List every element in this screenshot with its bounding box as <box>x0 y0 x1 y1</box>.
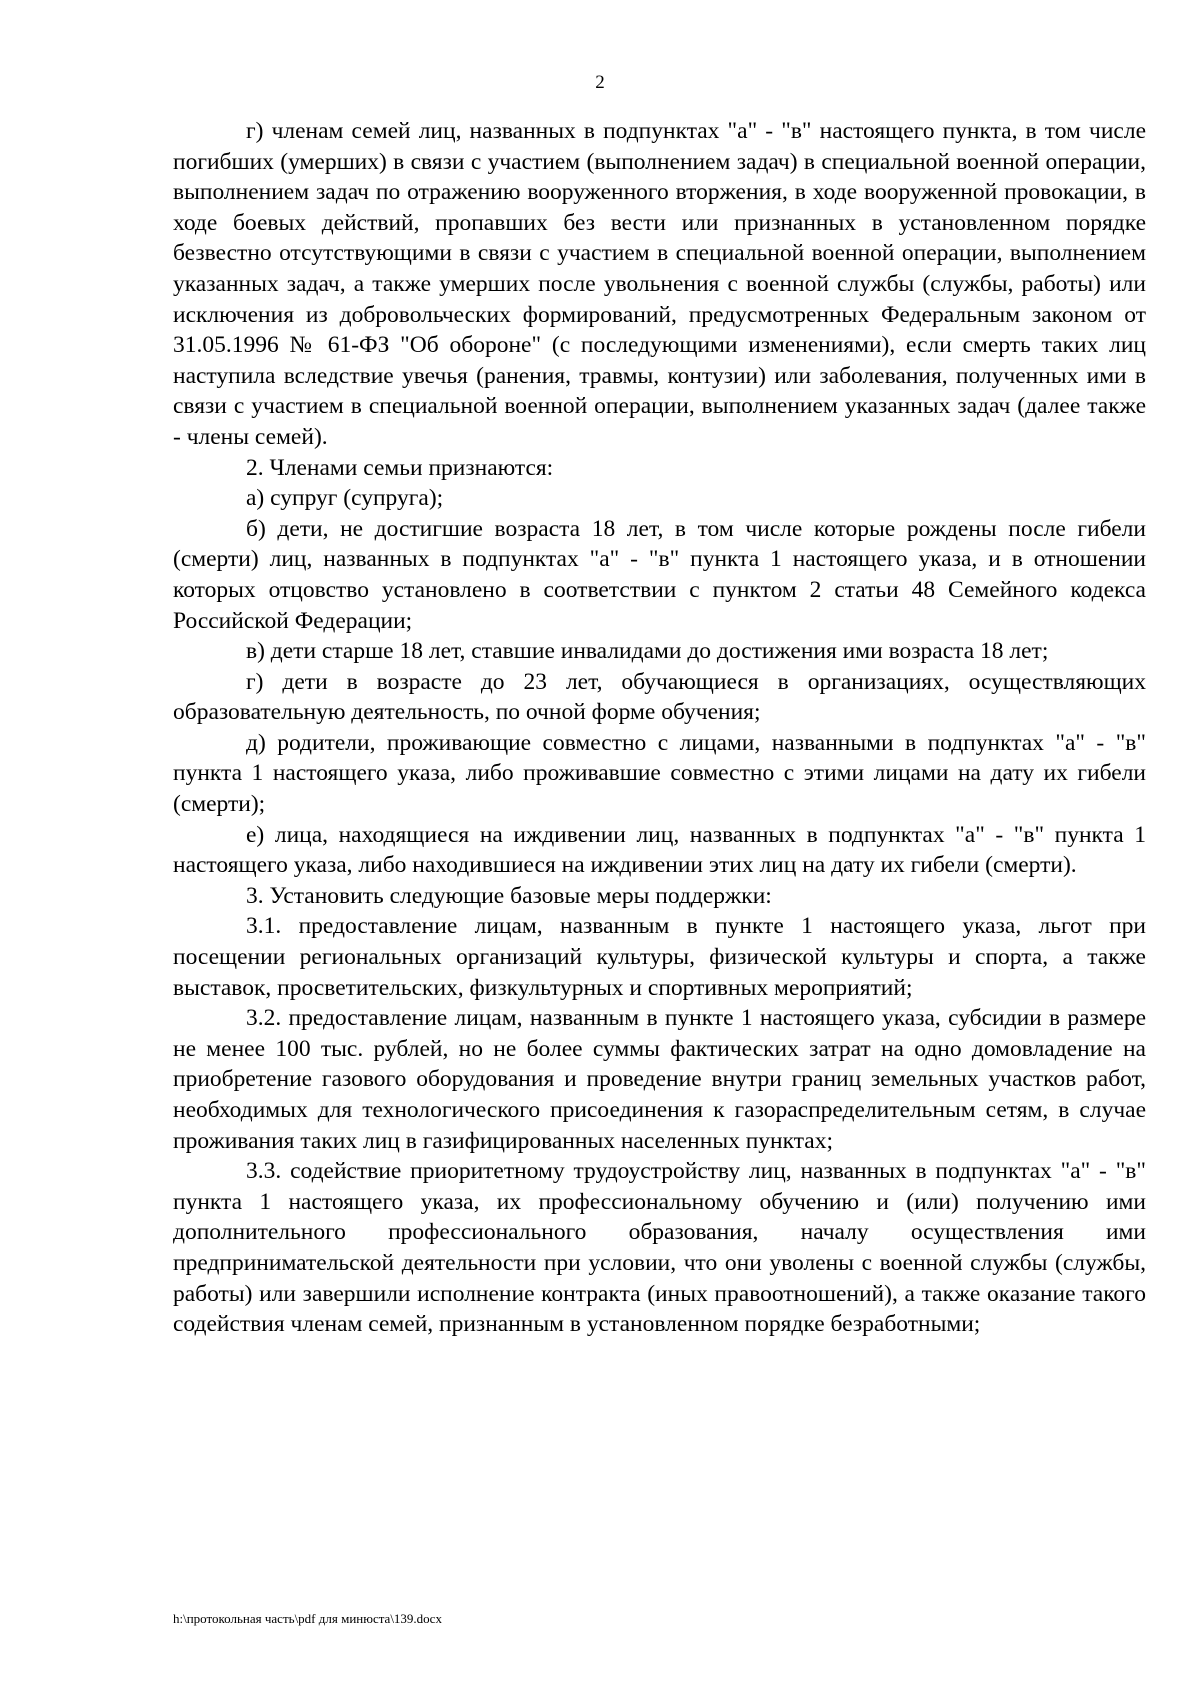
document-body <box>173 116 1146 1340</box>
paragraph-3-2-gas-subsidy: 3.2. предоставление лицам, названным в пункте 1 настоящего указа, субсидии в размере не менее 100 тыс. рублей, но не более суммы фактических затрат на одно домовладение на приобретение газового оборудования и проведение внутри границ земельных участков работ, необходимых для технологического присоединения к газораспределительным сетям, в случае проживания таких лиц в газифицированных населенных пунктах; <box>173 1005 1146 1154</box>
paragraph-3-support-measures: 3. Установить следующие базовые меры поддержки: <box>246 882 772 909</box>
paragraph-3-3-employment-assistance: 3.3. содействие приоритетному трудоустройству лиц, названных в подпунктах "а" - "в" пункта 1 настоящего указа, их профессиональному обучению и (или) получению ими дополнительного профессионального образования, началу осуществления ими предпринимательской деятельности при условии, что они уволены с военной службы (службы, работы) или завершили исполнение контракта (иных правоотношений), а также оказание такого содействия членам семей, признанным в установленном порядке безработными; <box>173 1158 1146 1338</box>
paragraph-2e-dependents: е) лица, находящиеся на иждивении лиц, названных в подпунктах "а" - "в" пункта 1 настоящего указа, либо находившиеся на иждивении этих лиц на дату их гибели (смерти). <box>173 821 1146 879</box>
paragraph-2g-students-under-23: г) дети в возрасте до 23 лет, обучающиеся в организациях, осуществляющих образовательную деятельность, по очной форме обучения; <box>173 668 1146 726</box>
paragraph-3-1-culture-benefits: 3.1. предоставление лицам, названным в пункте 1 настоящего указа, льгот при посещении региональных организаций культуры, физической культуры и спорта, а также выставок, просветительских, физкультурных и спортивных мероприятий; <box>173 913 1146 1001</box>
paragraph-2b-children-under-18: б) дети, не достигшие возраста 18 лет, в том числе которые рождены после гибели (смерти) лиц, названных в подпунктах "а" - "в" пункта 1 настоящего указа, и в отношении которых отцовство установлено в соответствии с пунктом 2 статьи 48 Семейного кодекса Российской Федерации; <box>173 515 1146 634</box>
paragraph-2d-parents: д) родители, проживающие совместно с лицами, названными в подпунктах "а" - "в" пункта 1 настоящего указа, либо проживавшие совместно с этими лицами на дату их гибели (смерти); <box>173 729 1146 818</box>
paragraph-2a-spouse: а) супруг (супруга); <box>246 485 444 512</box>
footer-file-path: h:\протокольная часть\pdf для минюста\139.docx <box>173 1611 442 1626</box>
page-number: 2 <box>595 72 605 93</box>
paragraph-item-g-family-members: г) членам семей лиц, названных в подпунктах "а" - "в" настоящего пункта, в том числе погибших (умерших) в связи с участием (выполнением задач) в специальной военной операции, выполнением задач по отражению вооруженного вторжения, в ходе вооруженной провокации, в ходе боевых действий, пропавших без вести или признанных в установленном порядке безвестно отсутствующими в связи с участием в специальной военной операции, выполнением указанных задач, а также умерших после увольнения с военной службы (службы, работы) или исключения из добровольческих формирований, предусмотренных Федеральным законом от 31.05.1996 № 61-ФЗ "Об обороне" (с последующими изменениями), если смерть таких лиц наступила вследствие увечья (ранения, травмы, контузии) или заболевания, полученных ими в связи с участием в специальной военной операции, выполнением указанных задач (далее также - члены семей). <box>173 118 1146 450</box>
paragraph-2v-disabled-children: в) дети старше 18 лет, ставшие инвалидами до достижения ими возраста 18 лет; <box>246 638 1049 665</box>
paragraph-2-family-definition: 2. Членами семьи признаются: <box>246 454 554 481</box>
